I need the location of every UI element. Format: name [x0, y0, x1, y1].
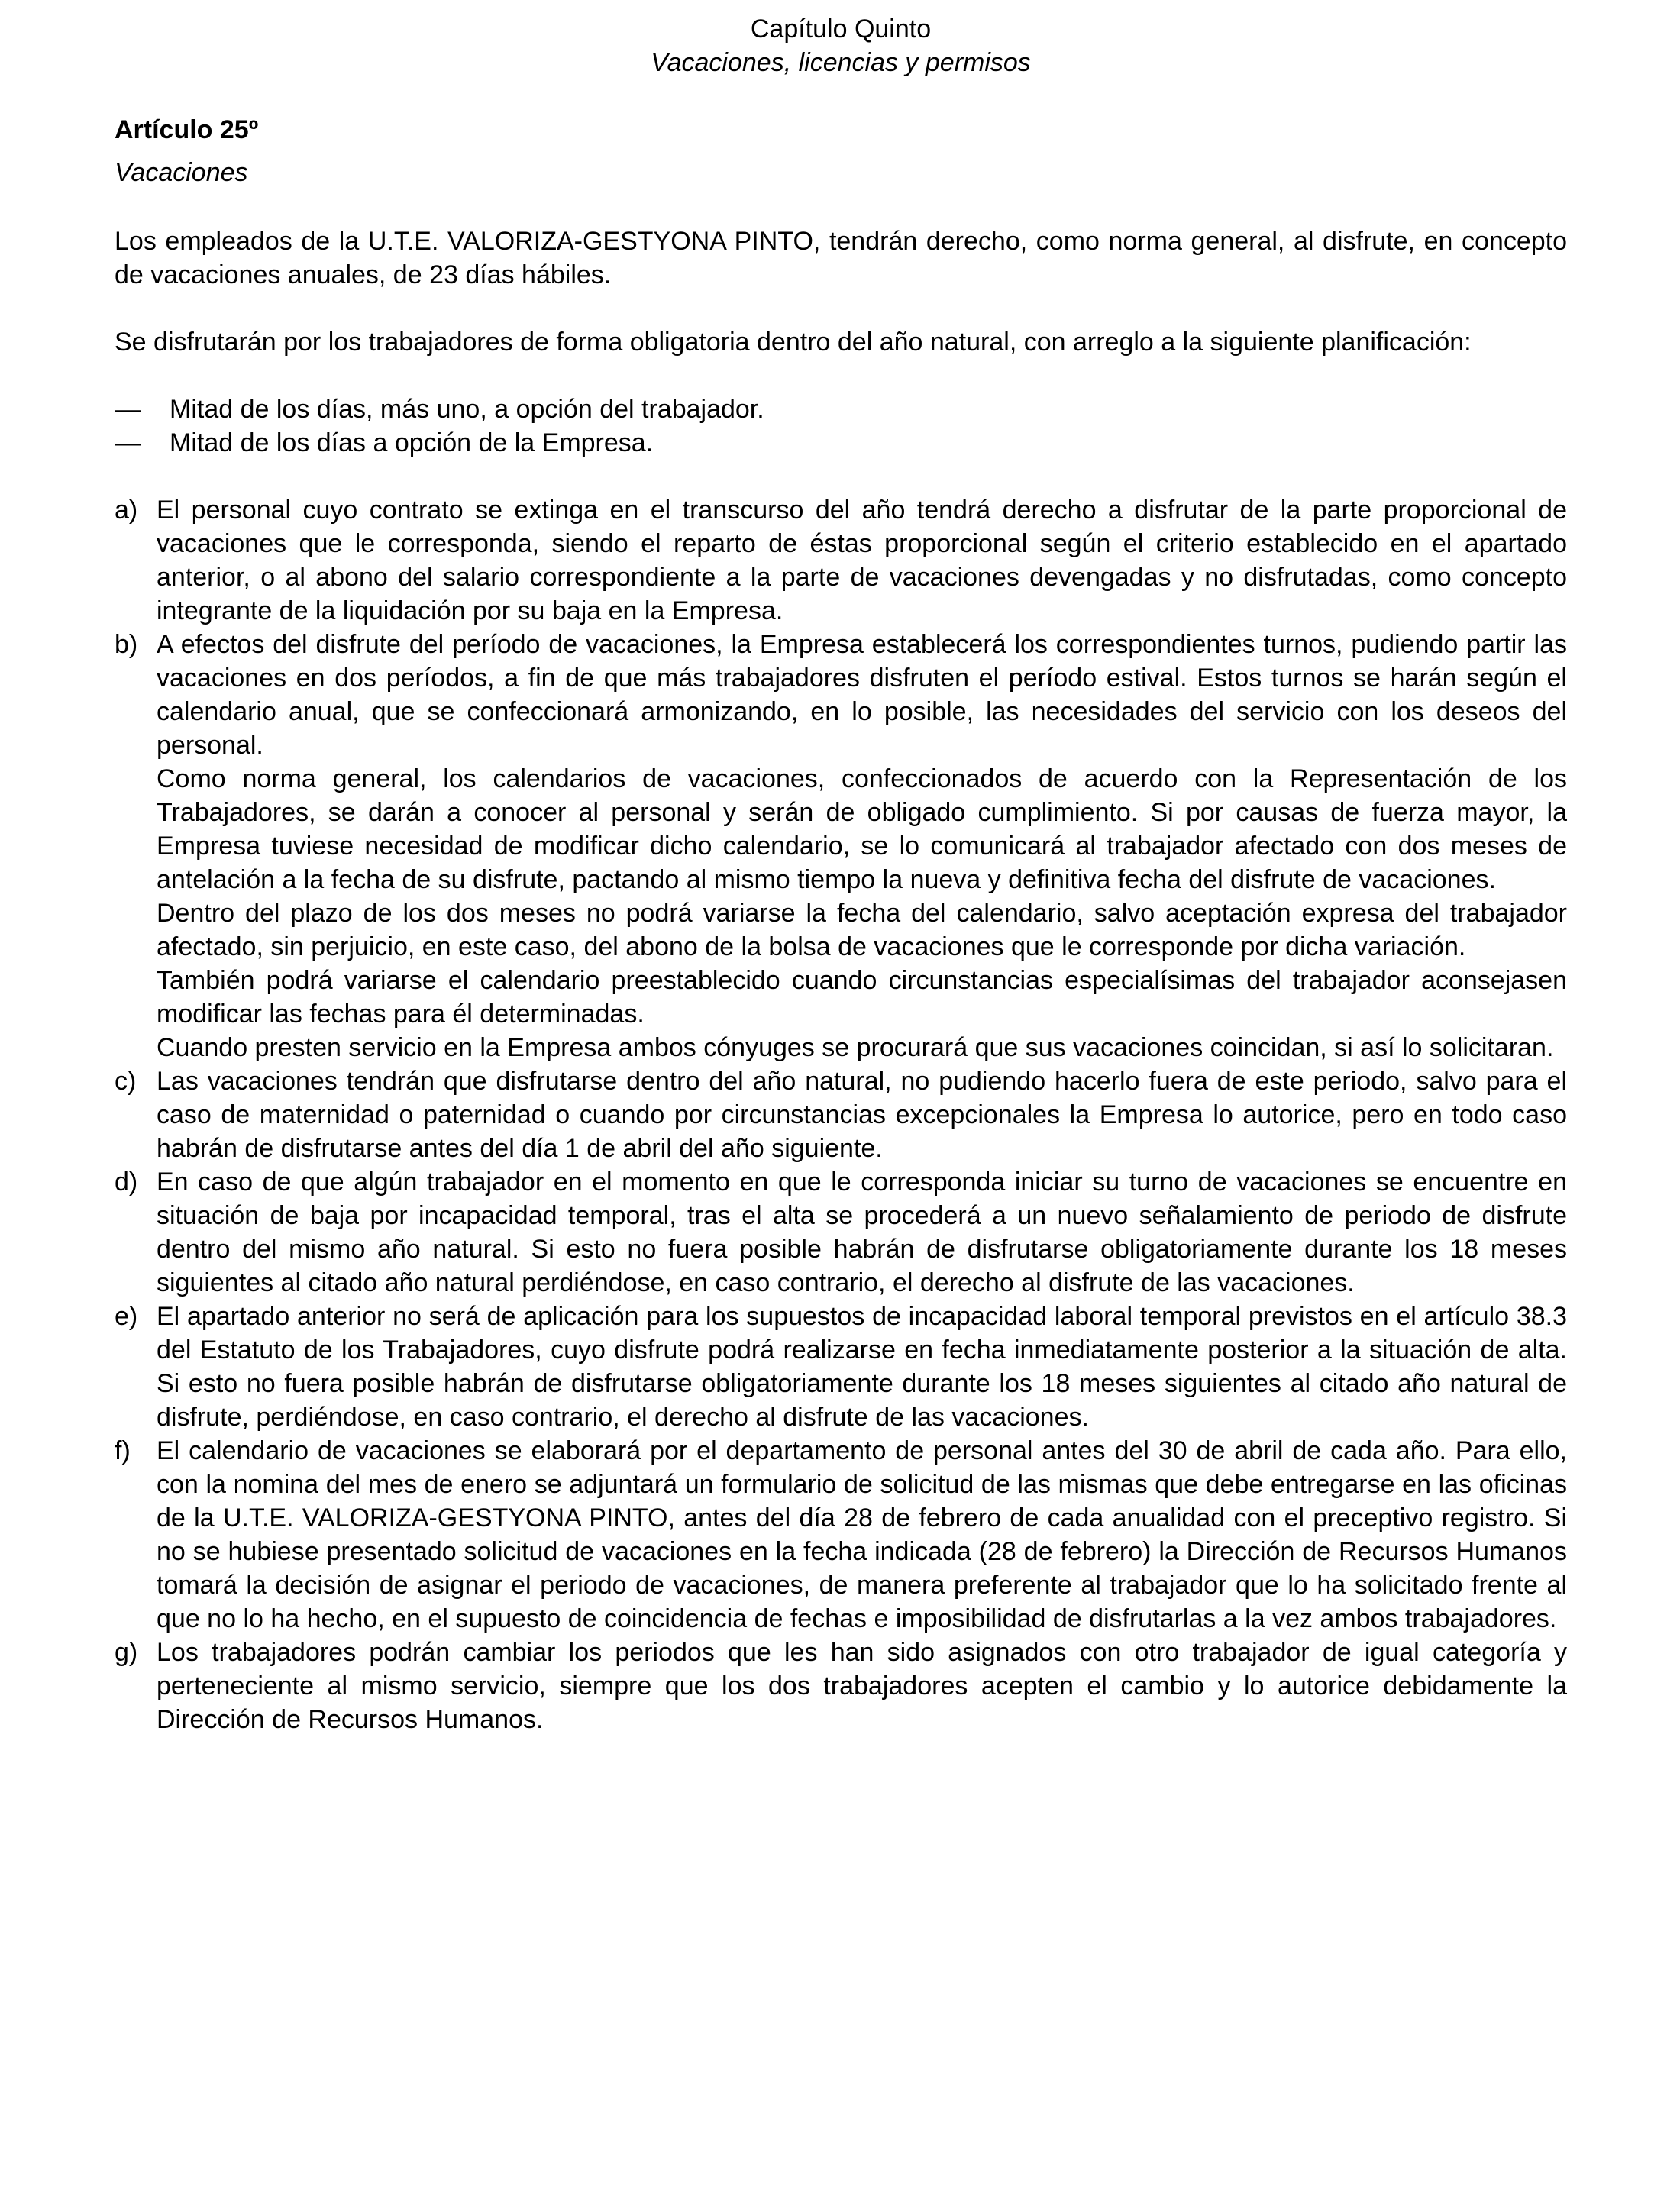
list-item-letter: c): [115, 1067, 137, 1096]
list-item-paragraph: Cuando presten servicio en la Empresa ambos cónyuges se procurará que sus vacaciones coincidan, si así lo solicitaran.: [157, 1033, 1554, 1062]
list-item-a: [115, 493, 1567, 628]
list-item-letter: g): [115, 1638, 138, 1667]
dash-bullet: —: [115, 428, 141, 457]
list-item-b: [115, 628, 1567, 1064]
article-subheading: Vacaciones: [115, 158, 248, 187]
list-item-paragraph: Dentro del plazo de los dos meses no podrá variarse la fecha del calendario, salvo aceptación expresa del trabajador afectado, sin perjuicio, en este caso, del abono de la bolsa de vacaciones que le corresponde por dicha variación.: [157, 899, 1567, 961]
list-item-letter: d): [115, 1168, 138, 1197]
list-item-paragraph: Las vacaciones tendrán que disfrutarse dentro del año natural, no pudiendo hacerlo fuera de este periodo, salvo para el caso de maternidad o paternidad o cuando por circunstancias excepcionales la Empresa lo autorice, pero en todo caso habrán de disfrutarse antes del día 1 de abril del año siguiente.: [157, 1067, 1567, 1163]
list-item-paragraph: En caso de que algún trabajador en el momento en que le corresponda iniciar su turno de vacaciones se encuentre en situación de baja por incapacidad temporal, tras el alta se procederá a un nuevo señalamiento de periodo de disfrute dentro del mismo año natural. Si esto no fuera posible habrán de disfrutarse obligatoriamente durante los 18 meses siguientes al citado año natural perdiéndose, en caso contrario, el derecho al disfrute de las vacaciones.: [157, 1168, 1567, 1297]
chapter-subtitle: Vacaciones, licencias y permisos: [651, 48, 1031, 77]
lettered-list: [115, 493, 1567, 1736]
list-item-paragraph: El personal cuyo contrato se extinga en el transcurso del año tendrá derecho a disfrutar de la parte proporcional de vacaciones que le corresponda, siendo el reparto de éstas proporcional según el criterio establecido en el apartado anterior, o al abono del salario correspondiente a la parte de vacaciones devengadas y no disfrutadas, como concepto integrante de la liquidación por su baja en la Empresa.: [157, 496, 1567, 625]
list-item-paragraph: Los trabajadores podrán cambiar los periodos que les han sido asignados con otro trabajador de igual categoría y perteneciente al mismo servicio, siempre que los dos trabajadores acepten el cambio y lo autorice debidamente la Dirección de Recursos Humanos.: [157, 1638, 1567, 1734]
list-item-paragraph: El apartado anterior no será de aplicación para los supuestos de incapacidad laboral temporal previstos en el artículo 38.3 del Estatuto de los Trabajadores, cuyo disfrute podrá realizarse en fecha inmediatamente posterior a la situación de alta. Si esto no fuera posible habrán de disfrutarse obligatoriamente durante los 18 meses siguientes al citado año natural de disfrute, perdiéndose, en caso contrario, el derecho al disfrute de las vacaciones.: [157, 1302, 1567, 1432]
intro-paragraph-2: Se disfrutarán por los trabajadores de forma obligatoria dentro del año natural, con arreglo a la siguiente planificación:: [115, 328, 1472, 357]
list-item-paragraph: También podrá variarse el calendario preestablecido cuando circunstancias especialísimas del trabajador aconsejasen modificar las fechas para él determinadas.: [157, 966, 1567, 1029]
dash-bullet: —: [115, 395, 141, 424]
list-item-e: [115, 1300, 1567, 1434]
list-item-c: [115, 1064, 1567, 1165]
intro-paragraph-1: Los empleados de la U.T.E. VALORIZA-GESTYONA PINTO, tendrán derecho, como norma general, al disfrute, en concepto de vacaciones anuales, de 23 días hábiles.: [115, 227, 1567, 289]
dash-item: [115, 392, 1567, 426]
article-heading: Artículo 25º: [115, 115, 259, 144]
list-item-paragraph: A efectos del disfrute del período de vacaciones, la Empresa establecerá los correspondientes turnos, pudiendo partir las vacaciones en dos períodos, a fin de que más trabajadores disfruten el período estival. Estos turnos se harán según el calendario anual, que se confeccionará armonizando, en lo posible, las necesidades del servicio con los deseos del personal.: [157, 630, 1567, 760]
list-item-letter: e): [115, 1302, 138, 1331]
dash-item-text: Mitad de los días, más uno, a opción del trabajador.: [170, 395, 764, 424]
dash-list: [115, 392, 1567, 460]
list-item-paragraph: El calendario de vacaciones se elaborará por el departamento de personal antes del 30 de abril de cada año. Para ello, con la nomina del mes de enero se adjuntará un formulario de solicitud de las mismas que debe entregarse en las oficinas de la U.T.E. VALORIZA-GESTYONA PINTO, antes del día 28 de febrero de cada anualidad con el preceptivo registro. Si no se hubiese presentado solicitud de vacaciones en la fecha indicada (28 de febrero) la Dirección de Recursos Humanos tomará la decisión de asignar el periodo de vacaciones, de manera preferente al trabajador que lo ha solicitado frente al que no lo ha hecho, en el supuesto de coincidencia de fechas e imposibilidad de disfrutarlas a la vez ambos trabajadores.: [157, 1436, 1567, 1633]
dash-item: [115, 426, 1567, 460]
list-item-f: [115, 1434, 1567, 1636]
list-item-g: [115, 1636, 1567, 1736]
list-item-d: [115, 1165, 1567, 1300]
list-item-letter: b): [115, 630, 138, 659]
list-item-paragraph: Como norma general, los calendarios de vacaciones, confeccionados de acuerdo con la Representación de los Trabajadores, se darán a conocer al personal y serán de obligado cumplimiento. Si por causas de fuerza mayor, la Empresa tuviese necesidad de modificar dicho calendario, se lo comunicará al trabajador afectado con dos meses de antelación a la fecha de su disfrute, pactando al mismo tiempo la nueva y definitiva fecha del disfrute de vacaciones.: [157, 764, 1567, 894]
chapter-title: Capítulo Quinto: [750, 15, 932, 44]
list-item-letter: a): [115, 496, 138, 525]
dash-item-text: Mitad de los días a opción de la Empresa.: [170, 428, 654, 457]
list-item-letter: f): [115, 1436, 131, 1465]
